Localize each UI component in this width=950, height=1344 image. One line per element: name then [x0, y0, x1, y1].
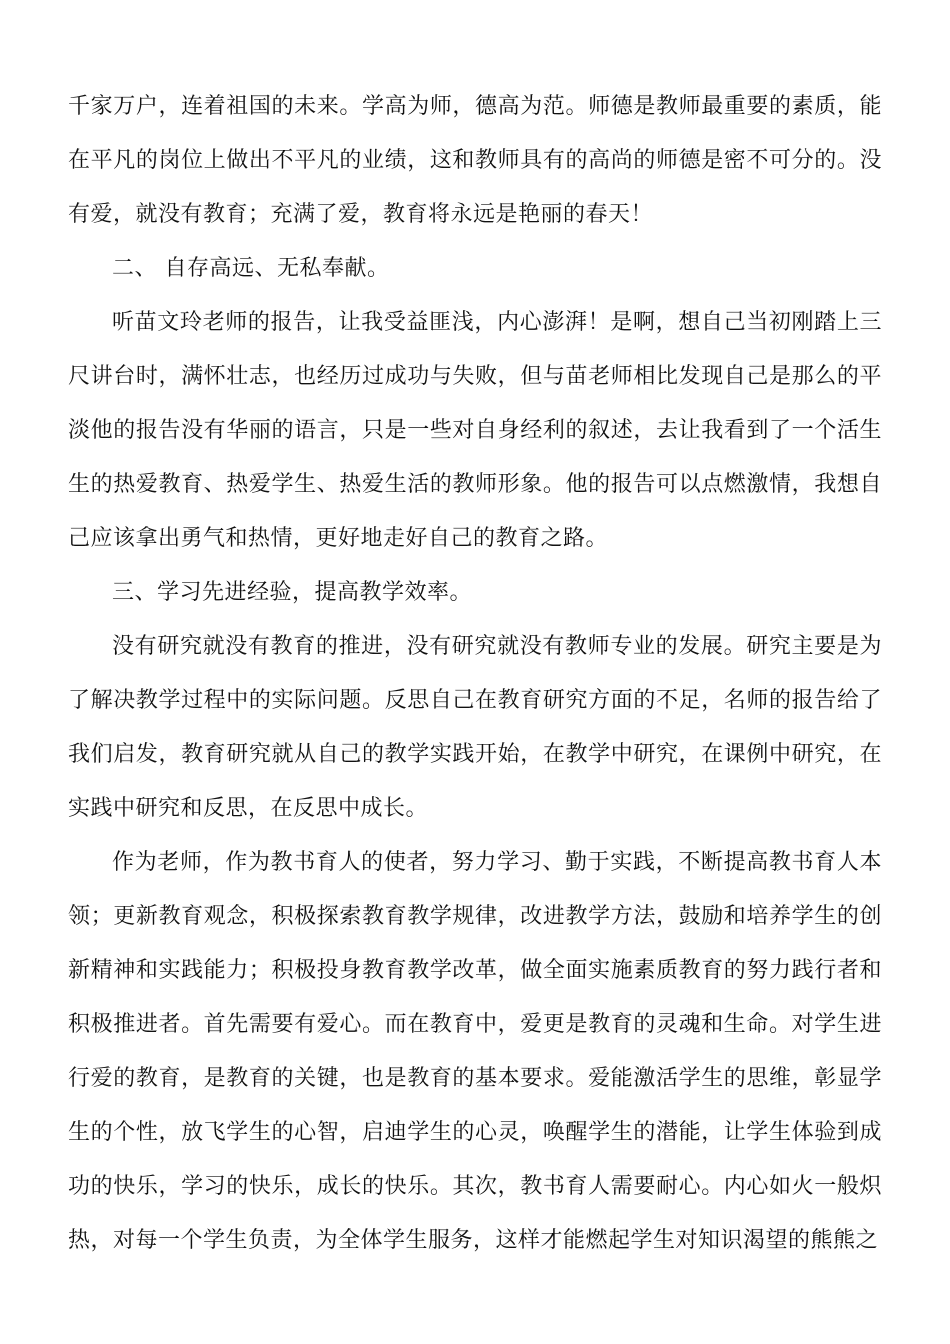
- paragraph-report-reflection: 听苗文玲老师的报告，让我受益匪浅，内心澎湃！是啊，想自己当初刚踏上三尺讲台时，满怀壮志，也经历过成功与失败，但与苗老师相比发现自己是那么的平淡他的报告没有华丽的语言，只是一些对自身经利的叙述，去让我看到了一个活生生的热爱教育、热爱学生、热爱生活的教师形象。他的报告可以点燃激情，我想自己应该拿出勇气和热情，更好地走好自己的教育之路。: [68, 310, 882, 551]
- paragraph-continued: 千家万户，连着祖国的未来。学高为师，德高为范。师德是教师最重要的素质，能在平凡的岗位上做出不平凡的业绩，这和教师具有的高尚的师德是密不可分的。没有爱，就没有教育；充满了爱，教育将永远是艳丽的春天！: [68, 94, 882, 227]
- section-heading-2: 二、 自存高远、无私奉献。: [112, 256, 390, 281]
- paragraph-teacher-role: 作为老师，作为教书育人的使者，努力学习、勤于实践，不断提高教书育人本领；更新教育观念，积极探索教育教学规律，改进教学方法，鼓励和培养学生的创新精神和实践能力；积极投身教育教学改革，做全面实施素质教育的努力践行者和积极推进者。首先需要有爱心。而在教育中，爱更是教育的灵魂和生命。对学生进行爱的教育，是教育的关键，也是教育的基本要求。爱能激活学生的思维，彰显学生的个性，放飞学生的心智，启迪学生的心灵，唤醒学生的潜能，让学生体验到成功的快乐，学习的快乐，成长的快乐。其次，教书育人需要耐心。内心如火一般炽热，对每一个学生负责，为全体学生服务，这样才能燃起学生对知识渴望的熊熊之: [68, 850, 882, 1253]
- section-heading-3: 三、学习先进经验，提高教学效率。: [112, 580, 473, 605]
- document-page: [68, 80, 882, 1268]
- paragraph-research: 没有研究就没有教育的推进，没有研究就没有教师专业的发展。研究主要是为了解决教学过程中的实际问题。反思自己在教育研究方面的不足，名师的报告给了我们启发，教育研究就从自己的教学实践开始，在教学中研究，在课例中研究，在实践中研究和反思，在反思中成长。: [68, 634, 882, 821]
